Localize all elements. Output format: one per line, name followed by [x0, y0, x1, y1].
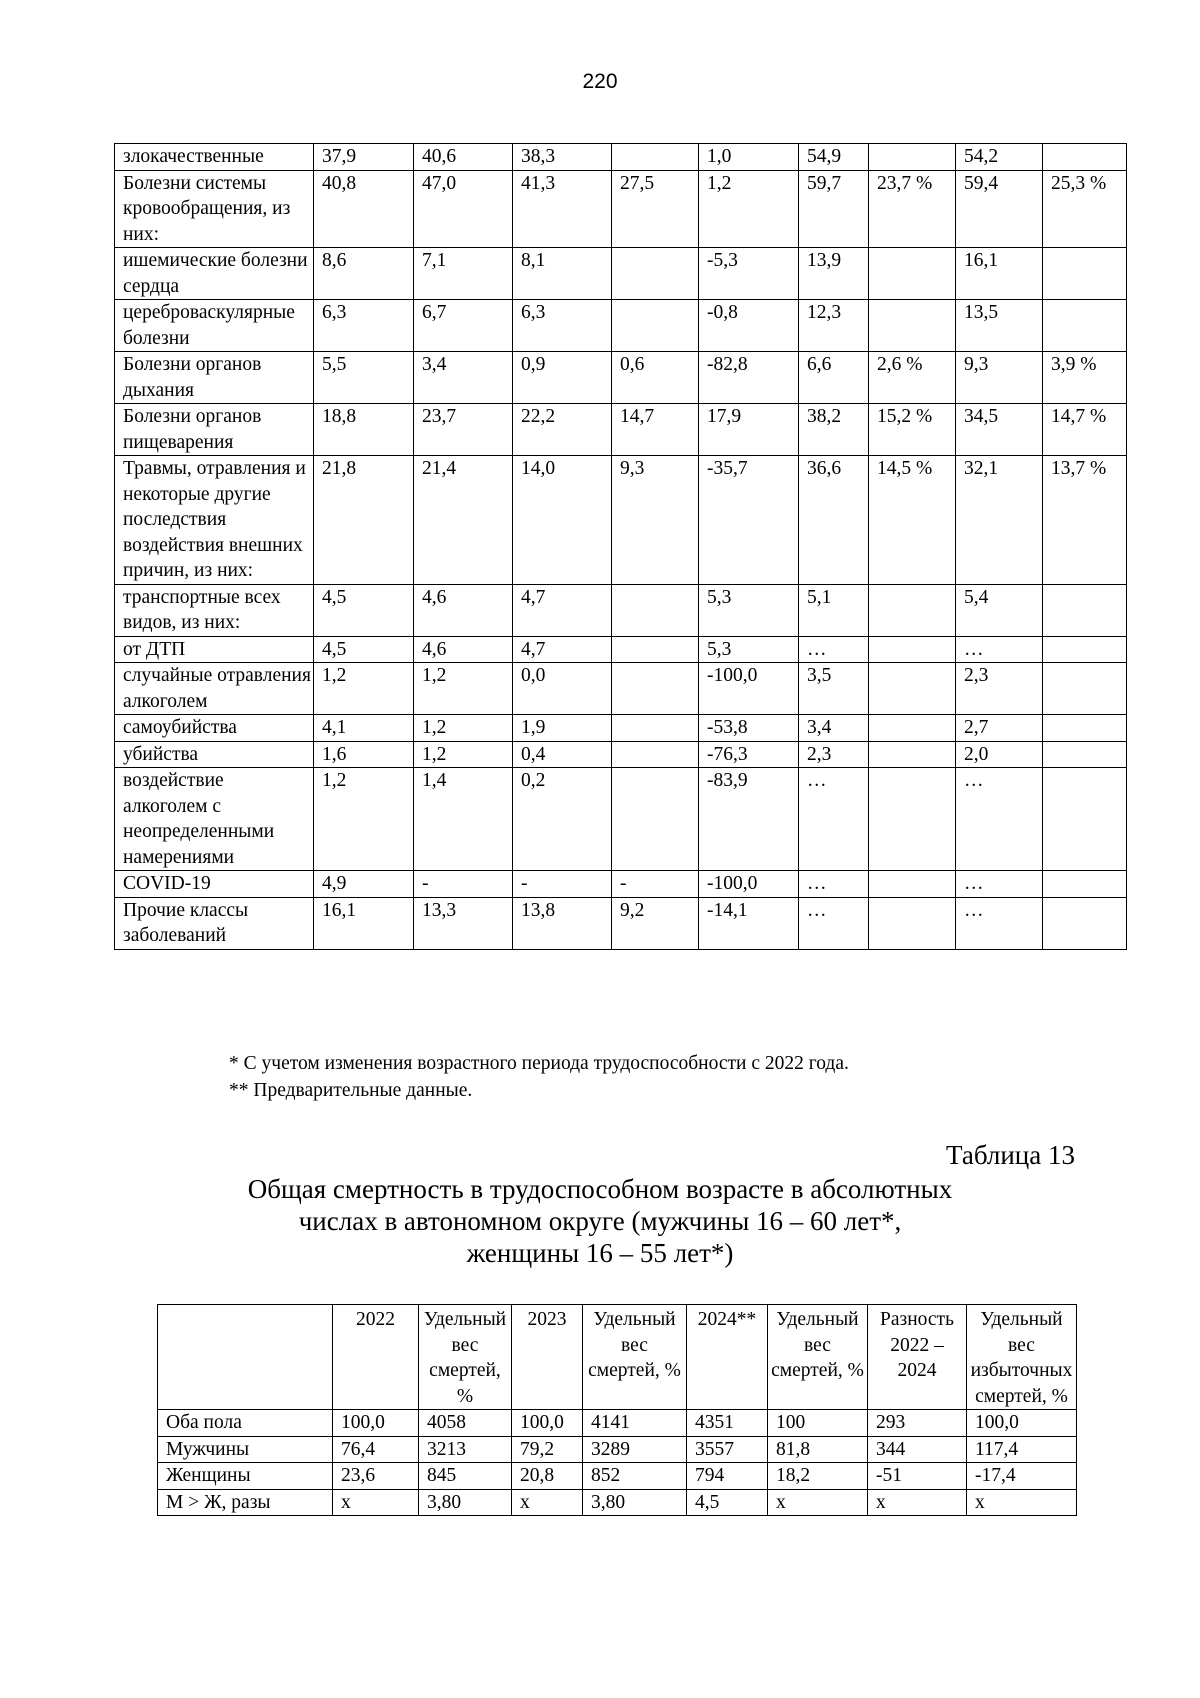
- value-cell: …: [799, 768, 869, 871]
- value-cell: [869, 248, 956, 300]
- value-cell: -14,1: [699, 897, 799, 949]
- value-cell: 23,7 %: [869, 170, 956, 248]
- value-cell: 9,2: [612, 897, 699, 949]
- row-label-cell: Женщины: [158, 1463, 333, 1490]
- value-cell: 1,2: [414, 715, 513, 742]
- value-cell: 59,7: [799, 170, 869, 248]
- value-cell: 32,1: [956, 456, 1043, 585]
- value-cell: 1,2: [414, 663, 513, 715]
- value-cell: х: [512, 1489, 583, 1516]
- value-cell: 3289: [583, 1436, 687, 1463]
- value-cell: х: [333, 1489, 419, 1516]
- value-cell: 845: [419, 1463, 512, 1490]
- footnote-age-period: * С учетом изменения возрастного периода трудоспособности с 2022 года.: [229, 1053, 849, 1074]
- value-cell: 0,6: [612, 352, 699, 404]
- value-cell: 6,3: [314, 300, 414, 352]
- row-label-cell: Оба пола: [158, 1410, 333, 1437]
- value-cell: 2,6 %: [869, 352, 956, 404]
- value-cell: 3557: [687, 1436, 768, 1463]
- value-cell: 27,5: [612, 170, 699, 248]
- value-cell: [869, 663, 956, 715]
- value-cell: 13,8: [513, 897, 612, 949]
- caption-line-1: Общая смертность в трудоспособном возрасте в абсолютных: [247, 1174, 953, 1204]
- value-cell: 4,6: [414, 636, 513, 663]
- table-row: [115, 897, 1127, 949]
- value-cell: 4,5: [314, 636, 414, 663]
- row-label-cell: ишемические болезни сердца: [115, 248, 314, 300]
- row-label-cell: М > Ж, разы: [158, 1489, 333, 1516]
- value-cell: 13,3: [414, 897, 513, 949]
- value-cell: [1043, 768, 1127, 871]
- header-row: [158, 1305, 1077, 1410]
- table-row: [115, 663, 1127, 715]
- value-cell: 3,4: [799, 715, 869, 742]
- value-cell: 4058: [419, 1410, 512, 1437]
- value-cell: …: [799, 636, 869, 663]
- value-cell: х: [868, 1489, 967, 1516]
- value-cell: 81,8: [768, 1436, 868, 1463]
- page-number: 220: [582, 70, 618, 93]
- value-cell: …: [956, 768, 1043, 871]
- row-label-cell: Болезни органов дыхания: [115, 352, 314, 404]
- value-cell: 4,9: [314, 871, 414, 898]
- table-row: [115, 248, 1127, 300]
- value-cell: 38,2: [799, 404, 869, 456]
- value-cell: х: [967, 1489, 1077, 1516]
- value-cell: 54,9: [799, 144, 869, 171]
- value-cell: 4141: [583, 1410, 687, 1437]
- value-cell: -100,0: [699, 663, 799, 715]
- value-cell: 21,4: [414, 456, 513, 585]
- value-cell: [1043, 248, 1127, 300]
- value-cell: [869, 636, 956, 663]
- table-row: [158, 1489, 1077, 1516]
- value-cell: -5,3: [699, 248, 799, 300]
- value-cell: 5,3: [699, 584, 799, 636]
- value-cell: …: [799, 871, 869, 898]
- caption-line-2: числах в автономном округе (мужчины 16 – 60 лет*,: [298, 1206, 902, 1236]
- value-cell: 6,7: [414, 300, 513, 352]
- value-cell: 0,2: [513, 768, 612, 871]
- value-cell: [612, 584, 699, 636]
- column-header: 2023: [512, 1305, 583, 1410]
- value-cell: 47,0: [414, 170, 513, 248]
- column-header: [158, 1305, 333, 1410]
- value-cell: 6,6: [799, 352, 869, 404]
- value-cell: 23,7: [414, 404, 513, 456]
- value-cell: 20,8: [512, 1463, 583, 1490]
- value-cell: 13,5: [956, 300, 1043, 352]
- value-cell: 18,2: [768, 1463, 868, 1490]
- value-cell: 38,3: [513, 144, 612, 171]
- value-cell: 2,0: [956, 741, 1043, 768]
- value-cell: …: [956, 636, 1043, 663]
- value-cell: 2,3: [799, 741, 869, 768]
- value-cell: -100,0: [699, 871, 799, 898]
- table-row: [158, 1436, 1077, 1463]
- column-header: Удельный вес избыточных смертей, %: [967, 1305, 1077, 1410]
- table-row: [115, 741, 1127, 768]
- value-cell: 4,5: [687, 1489, 768, 1516]
- value-cell: 5,1: [799, 584, 869, 636]
- value-cell: …: [799, 897, 869, 949]
- value-cell: 344: [868, 1436, 967, 1463]
- value-cell: [869, 768, 956, 871]
- value-cell: 100,0: [333, 1410, 419, 1437]
- value-cell: [869, 715, 956, 742]
- value-cell: 5,5: [314, 352, 414, 404]
- table-row: [115, 584, 1127, 636]
- value-cell: [612, 248, 699, 300]
- value-cell: 16,1: [314, 897, 414, 949]
- value-cell: [612, 768, 699, 871]
- value-cell: -83,9: [699, 768, 799, 871]
- value-cell: 3,5: [799, 663, 869, 715]
- value-cell: 16,1: [956, 248, 1043, 300]
- value-cell: [1043, 144, 1127, 171]
- value-cell: 21,8: [314, 456, 414, 585]
- value-cell: 3,4: [414, 352, 513, 404]
- value-cell: 7,1: [414, 248, 513, 300]
- value-cell: 8,6: [314, 248, 414, 300]
- value-cell: 3213: [419, 1436, 512, 1463]
- value-cell: [1043, 871, 1127, 898]
- value-cell: 13,7 %: [1043, 456, 1127, 585]
- row-label-cell: транспортные всех видов, из них:: [115, 584, 314, 636]
- value-cell: [869, 741, 956, 768]
- row-label-cell: Болезни системы кровообращения, из них:: [115, 170, 314, 248]
- value-cell: 41,3: [513, 170, 612, 248]
- value-cell: 4351: [687, 1410, 768, 1437]
- value-cell: 4,5: [314, 584, 414, 636]
- value-cell: 37,9: [314, 144, 414, 171]
- table-row: [158, 1410, 1077, 1437]
- value-cell: …: [956, 871, 1043, 898]
- value-cell: 9,3: [956, 352, 1043, 404]
- value-cell: 14,7 %: [1043, 404, 1127, 456]
- table-row: [115, 768, 1127, 871]
- row-label-cell: случайные отравления алкоголем: [115, 663, 314, 715]
- value-cell: [612, 300, 699, 352]
- table-row: [115, 404, 1127, 456]
- value-cell: 1,2: [314, 663, 414, 715]
- table-row: [115, 300, 1127, 352]
- value-cell: 13,9: [799, 248, 869, 300]
- value-cell: 100,0: [967, 1410, 1077, 1437]
- table-caption: [180, 1173, 1020, 1269]
- value-cell: 12,3: [799, 300, 869, 352]
- value-cell: [612, 636, 699, 663]
- value-cell: 25,3 %: [1043, 170, 1127, 248]
- value-cell: 3,80: [583, 1489, 687, 1516]
- row-label-cell: от ДТП: [115, 636, 314, 663]
- column-header: Удельный вес смертей, %: [768, 1305, 868, 1410]
- column-header: 2022: [333, 1305, 419, 1410]
- value-cell: [869, 144, 956, 171]
- value-cell: -53,8: [699, 715, 799, 742]
- table-row: [115, 352, 1127, 404]
- value-cell: [1043, 636, 1127, 663]
- value-cell: 14,7: [612, 404, 699, 456]
- value-cell: -: [513, 871, 612, 898]
- value-cell: [1043, 300, 1127, 352]
- value-cell: 2,3: [956, 663, 1043, 715]
- value-cell: 18,8: [314, 404, 414, 456]
- value-cell: [612, 741, 699, 768]
- value-cell: 0,9: [513, 352, 612, 404]
- value-cell: [869, 871, 956, 898]
- value-cell: [1043, 663, 1127, 715]
- value-cell: 0,4: [513, 741, 612, 768]
- value-cell: 100,0: [512, 1410, 583, 1437]
- value-cell: 23,6: [333, 1463, 419, 1490]
- table-row: [115, 170, 1127, 248]
- column-header: 2024**: [687, 1305, 768, 1410]
- value-cell: 8,1: [513, 248, 612, 300]
- value-cell: 1,2: [699, 170, 799, 248]
- value-cell: 40,6: [414, 144, 513, 171]
- value-cell: 3,80: [419, 1489, 512, 1516]
- value-cell: -51: [868, 1463, 967, 1490]
- table-row: [115, 144, 1127, 171]
- value-cell: 1,9: [513, 715, 612, 742]
- value-cell: [869, 584, 956, 636]
- value-cell: 852: [583, 1463, 687, 1490]
- working-age-mortality-table: [157, 1304, 1077, 1516]
- value-cell: 1,2: [414, 741, 513, 768]
- value-cell: 5,4: [956, 584, 1043, 636]
- value-cell: 4,7: [513, 584, 612, 636]
- row-label-cell: воздействие алкоголем с неопределенными намерениями: [115, 768, 314, 871]
- value-cell: 54,2: [956, 144, 1043, 171]
- value-cell: -: [612, 871, 699, 898]
- value-cell: 794: [687, 1463, 768, 1490]
- value-cell: 1,4: [414, 768, 513, 871]
- row-label-cell: Травмы, отравления и некоторые другие последствия воздействия внешних причин, из них:: [115, 456, 314, 585]
- value-cell: [612, 144, 699, 171]
- value-cell: 40,8: [314, 170, 414, 248]
- value-cell: 4,1: [314, 715, 414, 742]
- value-cell: 59,4: [956, 170, 1043, 248]
- row-label-cell: Болезни органов пищеварения: [115, 404, 314, 456]
- value-cell: 9,3: [612, 456, 699, 585]
- value-cell: 0,0: [513, 663, 612, 715]
- value-cell: 1,6: [314, 741, 414, 768]
- value-cell: -17,4: [967, 1463, 1077, 1490]
- value-cell: -35,7: [699, 456, 799, 585]
- table-row: [115, 636, 1127, 663]
- value-cell: 79,2: [512, 1436, 583, 1463]
- value-cell: 293: [868, 1410, 967, 1437]
- footnote-preliminary: ** Предварительные данные.: [229, 1080, 473, 1101]
- value-cell: 1,0: [699, 144, 799, 171]
- column-header: Удельный вес смертей, %: [419, 1305, 512, 1410]
- value-cell: 22,2: [513, 404, 612, 456]
- mortality-causes-table: [114, 143, 1127, 950]
- value-cell: 100: [768, 1410, 868, 1437]
- caption-line-3: женщины 16 – 55 лет*): [466, 1238, 734, 1268]
- table-row: [115, 456, 1127, 585]
- row-label-cell: Мужчины: [158, 1436, 333, 1463]
- value-cell: 14,0: [513, 456, 612, 585]
- value-cell: 4,6: [414, 584, 513, 636]
- row-label-cell: злокачественные: [115, 144, 314, 171]
- value-cell: 5,3: [699, 636, 799, 663]
- value-cell: 15,2 %: [869, 404, 956, 456]
- value-cell: 6,3: [513, 300, 612, 352]
- value-cell: 3,9 %: [1043, 352, 1127, 404]
- table-row: [158, 1463, 1077, 1490]
- column-header: Удельный вес смертей, %: [583, 1305, 687, 1410]
- value-cell: 14,5 %: [869, 456, 956, 585]
- row-label-cell: цереброваскулярные болезни: [115, 300, 314, 352]
- value-cell: [612, 663, 699, 715]
- value-cell: [1043, 897, 1127, 949]
- column-header: Разность 2022 – 2024: [868, 1305, 967, 1410]
- value-cell: 2,7: [956, 715, 1043, 742]
- row-label-cell: COVID-19: [115, 871, 314, 898]
- value-cell: -0,8: [699, 300, 799, 352]
- table-row: [115, 871, 1127, 898]
- value-cell: -76,3: [699, 741, 799, 768]
- table-row: [115, 715, 1127, 742]
- value-cell: [869, 300, 956, 352]
- value-cell: 76,4: [333, 1436, 419, 1463]
- value-cell: 117,4: [967, 1436, 1077, 1463]
- value-cell: 17,9: [699, 404, 799, 456]
- value-cell: …: [956, 897, 1043, 949]
- value-cell: 36,6: [799, 456, 869, 585]
- row-label-cell: убийства: [115, 741, 314, 768]
- value-cell: 1,2: [314, 768, 414, 871]
- value-cell: [1043, 715, 1127, 742]
- value-cell: 4,7: [513, 636, 612, 663]
- value-cell: х: [768, 1489, 868, 1516]
- value-cell: [612, 715, 699, 742]
- row-label-cell: Прочие классы заболеваний: [115, 897, 314, 949]
- value-cell: [1043, 584, 1127, 636]
- value-cell: -82,8: [699, 352, 799, 404]
- value-cell: -: [414, 871, 513, 898]
- table-number: Таблица 13: [946, 1140, 1075, 1170]
- value-cell: [1043, 741, 1127, 768]
- value-cell: 34,5: [956, 404, 1043, 456]
- row-label-cell: самоубийства: [115, 715, 314, 742]
- value-cell: [869, 897, 956, 949]
